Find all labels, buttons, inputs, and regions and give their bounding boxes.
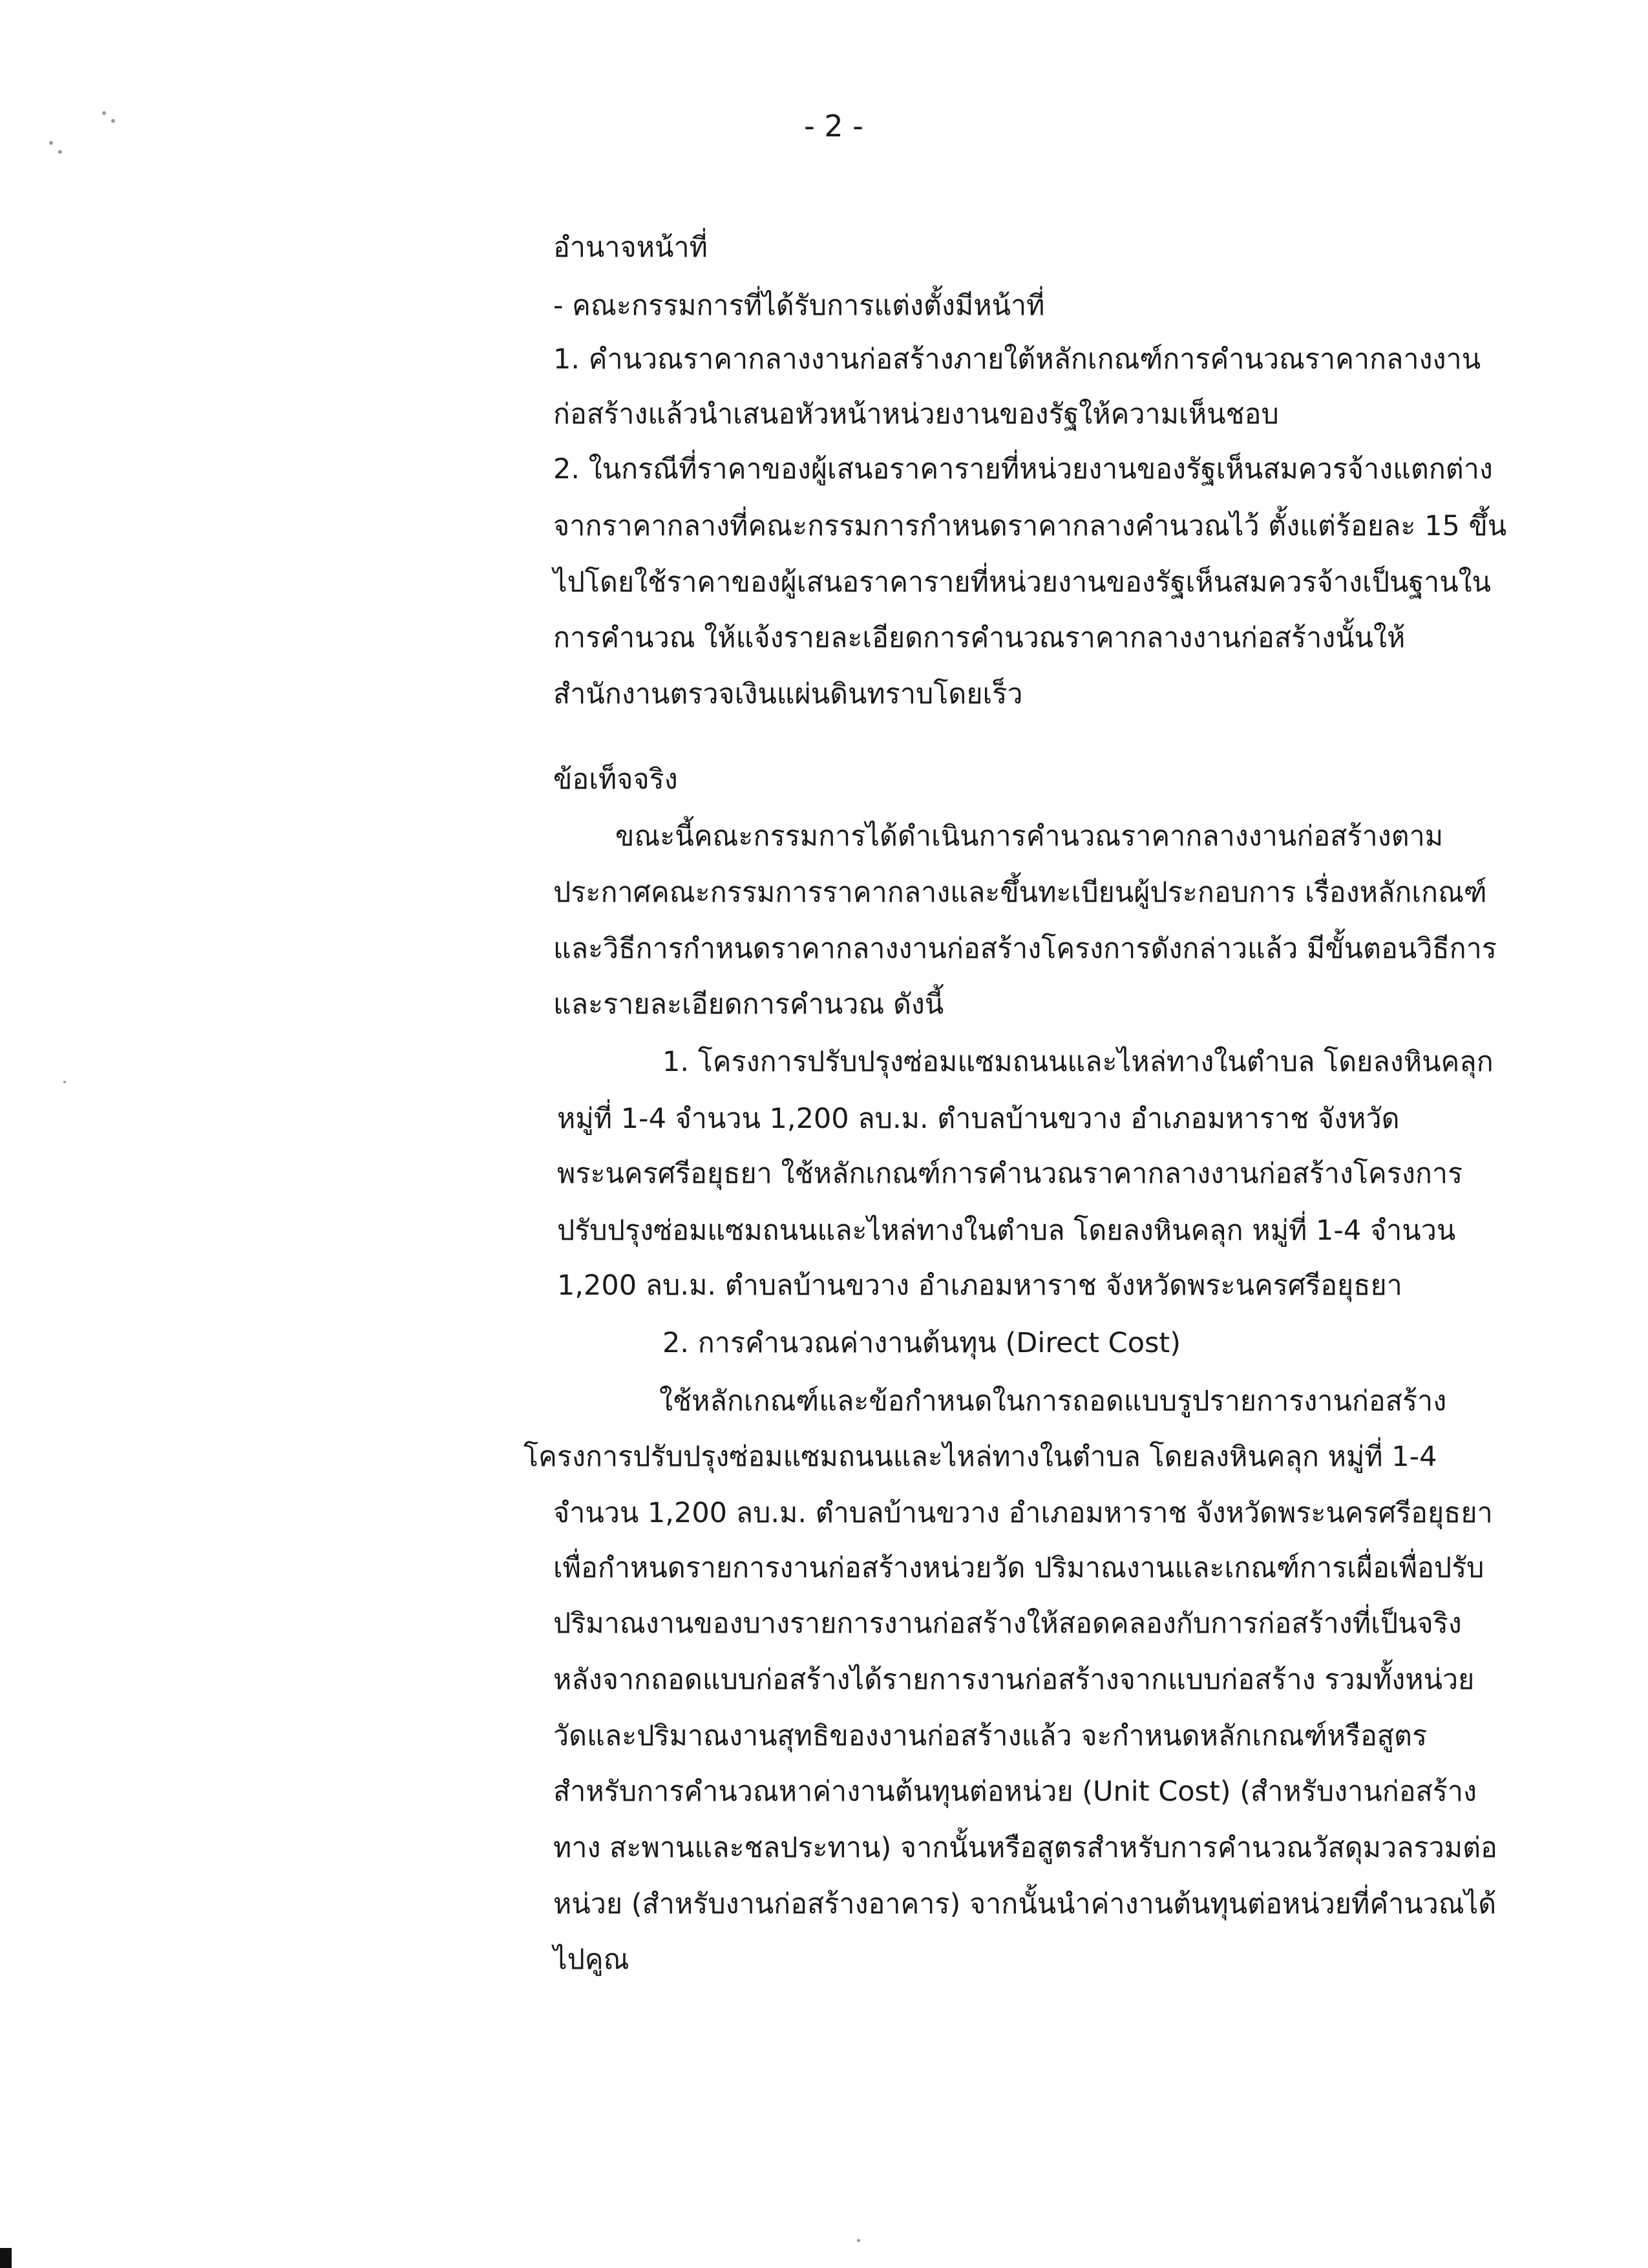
paragraph-line: - คณะกรรมการที่ได้รับการแต่งตั้งมีหน้าที่	[553, 290, 1045, 322]
scan-speck	[63, 1081, 66, 1083]
scan-edge-mark	[0, 2248, 12, 2268]
paragraph-line: การคำนวณ ให้แจ้งรายละเอียดการคำนวณราคากลางงานก่อสร้างนั้นให้	[553, 622, 1406, 654]
paragraph-line: 1. คำนวณราคากลางงานก่อสร้างภายใต้หลักเกณฑ์การคำนวณราคากลางงาน	[553, 343, 1481, 376]
paragraph-line: จำนวน 1,200 ลบ.ม. ตำบลบ้านขวาง อำเภอมหาราช จังหวัดพระนครศรีอยุธยา	[553, 1497, 1493, 1529]
scan-speck	[857, 2239, 860, 2242]
paragraph-line: ขณะนี้คณะกรรมการได้ดำเนินการคำนวณราคากลางงานก่อสร้างตาม	[615, 820, 1444, 853]
paragraph-line: ไปคูณ	[553, 1944, 629, 1976]
page-number: - 2 -	[804, 109, 863, 143]
paragraph-line: ไปโดยใช้ราคาของผู้เสนอราคารายที่หน่วยงานของรัฐเห็นสมควรจ้างเป็นฐานใน	[553, 566, 1492, 599]
paragraph-line: จากราคากลางที่คณะกรรมการกำหนดราคากลางคำนวณไว้ ตั้งแต่ร้อยละ 15 ขึ้น	[553, 510, 1507, 542]
scan-speck	[102, 111, 106, 115]
paragraph-line: ก่อสร้างแล้วนำเสนอหัวหน้าหน่วยงานของรัฐให้ความเห็นชอบ	[553, 398, 1279, 430]
paragraph-line: โครงการปรับปรุงซ่อมแซมถนนและไหล่ทางในตำบล โดยลงหินคลุก หมู่ที่ 1-4	[523, 1441, 1437, 1473]
paragraph-line: ทาง สะพานและชลประทาน) จากนั้นหรือสูตรสำหรับการคำนวณวัสดุมวลรวมต่อ	[553, 1832, 1497, 1864]
paragraph-line: 1. โครงการปรับปรุงซ่อมแซมถนนและไหล่ทางในตำบล โดยลงหินคลุก	[662, 1046, 1494, 1078]
paragraph-line: สำนักงานตรวจเงินแผ่นดินทราบโดยเร็ว	[553, 678, 1023, 710]
paragraph-line: ประกาศคณะกรรมการราคากลางและขึ้นทะเบียนผู้ประกอบการ เรื่องหลักเกณฑ์	[553, 876, 1487, 909]
paragraph-line: พระนครศรีอยุธยา ใช้หลักเกณฑ์การคำนวณราคากลางงานก่อสร้างโครงการ	[557, 1158, 1463, 1190]
scan-speck	[49, 141, 53, 145]
paragraph-line: ปรับปรุงซ่อมแซมถนนและไหล่ทางในตำบล โดยลงหินคลุก หมู่ที่ 1-4 จำนวน	[557, 1214, 1456, 1247]
paragraph-line: วัดและปริมาณงานสุทธิของงานก่อสร้างแล้ว จะกำหนดหลักเกณฑ์หรือสูตร	[553, 1720, 1428, 1752]
heading-duties: อำนาจหน้าที่	[553, 231, 708, 264]
paragraph-line: ปริมาณงานของบางรายการงานก่อสร้างให้สอดคลองกับการก่อสร้างที่เป็นจริง	[553, 1607, 1462, 1640]
scan-speck	[111, 119, 115, 123]
paragraph-line: หลังจากถอดแบบก่อสร้างได้รายการงานก่อสร้างจากแบบก่อสร้าง รวมทั้งหน่วย	[553, 1664, 1475, 1696]
paragraph-line: 1,200 ลบ.ม. ตำบลบ้านขวาง อำเภอมหาราช จังหวัดพระนครศรีอยุธยา	[557, 1269, 1402, 1302]
paragraph-line: สำหรับการคำนวณหาค่างานต้นทุนต่อหน่วย (Unit Cost) (สำหรับงานก่อสร้าง	[553, 1775, 1477, 1808]
paragraph-line: และวิธีการกำหนดราคากลางงานก่อสร้างโครงการดังกล่าวแล้ว มีขั้นตอนวิธีการ	[553, 933, 1497, 965]
paragraph-line: หน่วย (สำหรับงานก่อสร้างอาคาร) จากนั้นนำค่างานต้นทุนต่อหน่วยที่คำนวณได้	[553, 1888, 1497, 1920]
paragraph-line: เพื่อกำหนดรายการงานก่อสร้างหน่วยวัด ปริมาณงานและเกณฑ์การเผื่อเพื่อปรับ	[553, 1552, 1484, 1584]
paragraph-line: หมู่ที่ 1-4 จำนวน 1,200 ลบ.ม. ตำบลบ้านขวาง อำเภอมหาราช จังหวัด	[557, 1103, 1400, 1135]
paragraph-line: และรายละเอียดการคำนวณ ดังนี้	[553, 988, 944, 1021]
paragraph-line: ใช้หลักเกณฑ์และข้อกำหนดในการถอดแบบรูปรายการงานก่อสร้าง	[659, 1385, 1447, 1417]
heading-facts: ข้อเท็จจริง	[553, 763, 678, 796]
paragraph-line: 2. การคำนวณค่างานต้นทุน (Direct Cost)	[662, 1327, 1181, 1359]
scan-speck	[58, 150, 62, 154]
paragraph-line: 2. ในกรณีที่ราคาของผู้เสนอราคารายที่หน่วยงานของรัฐเห็นสมควรจ้างแตกต่าง	[553, 453, 1493, 485]
